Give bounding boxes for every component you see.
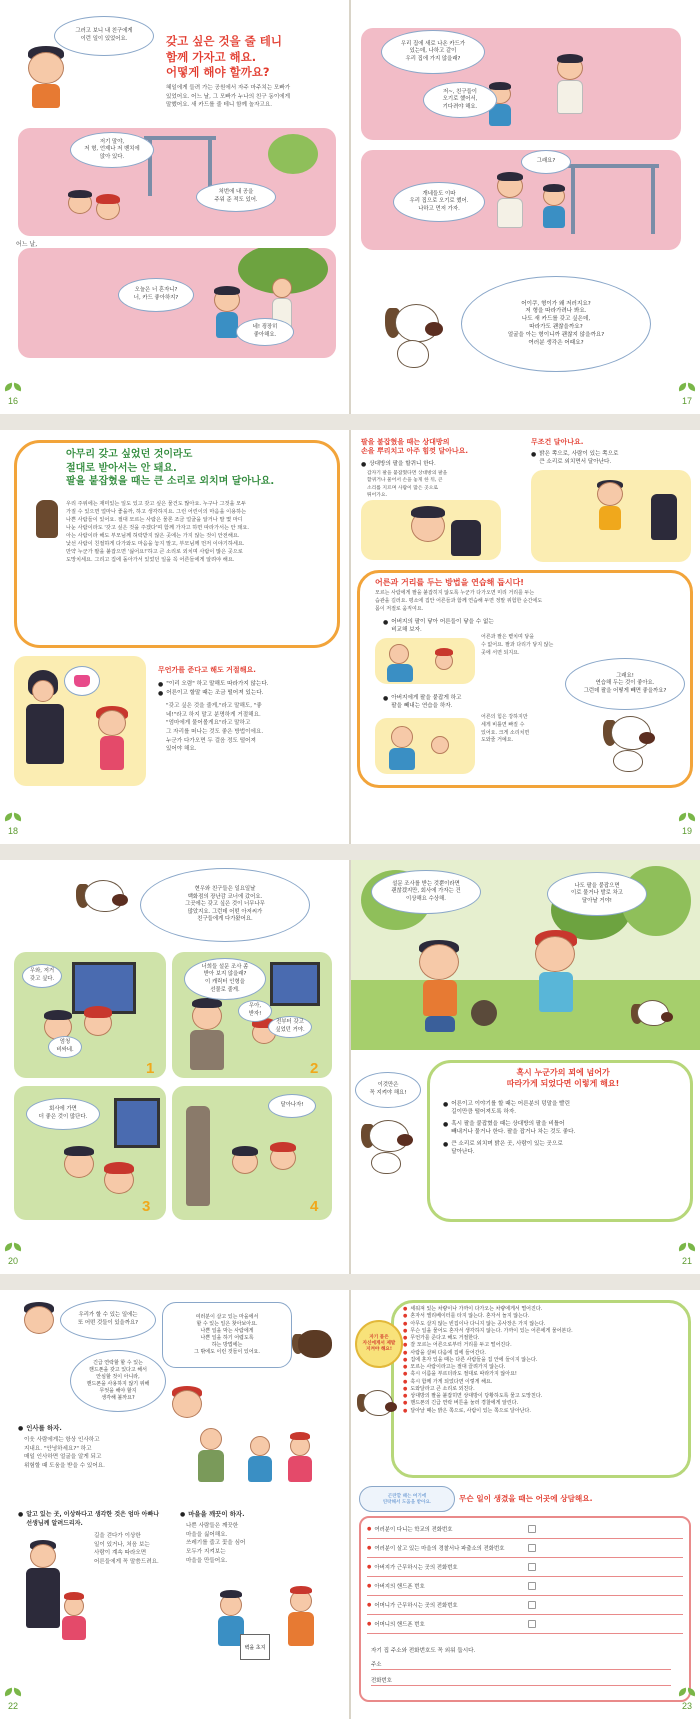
spread-2 (0, 430, 700, 850)
page-number: 22 (8, 1701, 19, 1711)
panel2-speech-2: 우아, 받자! (238, 1000, 272, 1022)
handbag-icon (74, 675, 90, 687)
illustration-grab (361, 500, 501, 560)
rule-text: 달아날 때는 밝은 쪽으로, 사람이 있는 쪽으로 달아난다. (410, 1407, 531, 1414)
sub-text: "갖고 싶은 것을 줄게,"라고 말해도, "좋 네!"라고 하지 말고 분명하게 거절해요. "엄마에게 물어볼게요"라고 말하고 그 자리를 떠나는 것도 좋은 방법이에요. 누군가 다가오면 두 걸음 정도 떨어져 있어야 해요. (166, 703, 264, 753)
sign-board: 벽을 초지 (240, 1634, 270, 1660)
item-1-text: 이웃 사람에게는 항상 인사하고 지내요. "안녕하세요?" 하고 매일 인사하면 얼굴을 알게 되고 위험할 때 도움을 받을 수 있어요. (24, 1437, 105, 1469)
illustration-step2 (375, 718, 475, 774)
contact-label: 아버지의 핸드폰 번호 (374, 1584, 425, 1590)
sub-heading: 무언가를 준다고 해도 거절해요. (158, 666, 256, 674)
step1-note: 어른과 팔은 뻗치며 닿을 수 없어요. 팔과 다리가 닿지 않는 곳에 서면 되지요. (481, 634, 554, 656)
dog-illustration (292, 1330, 342, 1370)
bullet-dot: ● (367, 1564, 372, 1570)
rule-text: 상대방의 팔을 붙잡히면 상대방이 당황하도록 물고 도망친다. (410, 1393, 543, 1399)
adult-child-illustration (20, 1540, 90, 1660)
bullet-dot: ● (403, 1313, 408, 1320)
page-20 (0, 860, 349, 1274)
page-19 (351, 430, 700, 844)
intro-text: 혜일에게 들려 가는 공원에서 자주 마주치는 모빠가 있었어요. 어느 날, 그 모빠가 누나의 친구 동이에게 말했어요. 새 카드를 줄 테니 함께 놀자고요. (166, 85, 291, 109)
boy-illustration (22, 46, 72, 116)
page-18 (0, 430, 349, 844)
page-number: 23 (681, 1701, 692, 1711)
item-2-title: ● 알고 있는 곳, 이상하다고 생각한 것은 엄마 아빠나 선생님께 알려드리자. (18, 1511, 160, 1527)
comic-panel-park (18, 128, 336, 236)
rule-item (403, 1313, 687, 1320)
panel-number-1: 1 (146, 1060, 155, 1077)
phone-field[interactable] (371, 1674, 671, 1686)
section-heading-2: 무조건 달아나요. (531, 438, 584, 446)
rule-item (403, 1400, 687, 1407)
panel4-speech-1: 달아나자! (268, 1094, 316, 1118)
caption-text: 어느 날, (16, 241, 38, 248)
contact-row[interactable] (367, 1558, 683, 1577)
dress-illustration (32, 500, 62, 540)
page-21 (351, 860, 700, 1274)
step-1: ● 어버지의 팔이 닿아 어른들이 닿을 수 없는 비교해 보자. (383, 619, 494, 634)
badge-circle: 자기 몸은 자신에게서 제발 지켜야 해요! (355, 1320, 403, 1368)
dog-speech-bubble: 그래요! 연습해 두는 것이 좋아요. 그런데 팔을 어떻게 빼면 좋을까요? (565, 658, 685, 710)
page-number: 16 (8, 396, 19, 406)
rule-text: 잘 모르는 어른으로부터 거리를 두고 떨어진다. (410, 1342, 512, 1349)
rule-text: 혹시 이름을 부르더라도 절대로 따라가지 않아요! (410, 1371, 517, 1378)
contact-label: 여러분이 다니는 학교의 전화번호 (374, 1527, 453, 1533)
rule-text: 무슨 일을 물어도 혼자서 생각하지 않는다. 가까이 있는 어른에게 물어본다. (410, 1327, 573, 1334)
panel-speech-6: 저~, 친구들이 오기로 했어서, 기다려야 해요. (423, 82, 497, 118)
page-heading: 갖고 싶은 것을 줄 테니 함께 가자고 해요. 어떻게 해야 할까요? (166, 34, 282, 80)
address-label: 주소 (371, 1661, 382, 1668)
boy-speech-bubble: 우리가 할 수 있는 일에는 또 어떤 것들이 있을까요? (60, 1300, 156, 1340)
rule-item (403, 1386, 687, 1393)
dog-illustration (361, 1118, 421, 1178)
page-16 (0, 0, 349, 414)
bullet-dot: ● (403, 1371, 408, 1378)
contact-row[interactable] (367, 1596, 683, 1615)
rule-text: 무언가를 준다고 해도 거절한다. (410, 1335, 480, 1341)
rule-text: 혼자서 엘리베이터를 타지 않는다. 혼자서 놀지 않는다. (410, 1313, 530, 1320)
rule-item (403, 1379, 687, 1386)
bullet-dot: ● (403, 1407, 408, 1414)
dog-speech-bubble: 현우와 친구들은 일요일날 백화점의 장난감 코너에 갔어요. 그곳에는 갖고 싶은 것이 너무나무 많았지요. 그런데 어떤 아저씨가 친구들에게 다가왔어요. (140, 868, 310, 942)
bullet-dot: ● (403, 1400, 408, 1407)
contact-row[interactable] (367, 1539, 683, 1558)
bullet-a: ● 상대방의 팔을 할퀴니 한다. (361, 461, 436, 468)
bullet-dot: ● (403, 1327, 408, 1334)
panel2-speech-3: 전부터 갖고 싶었던 거야. (268, 1016, 312, 1038)
page-22 (0, 1290, 349, 1719)
contact-label: 아버지가 근무하시는 곳의 전화번호 (374, 1565, 458, 1571)
rule-text: 아무도 살지 않는 빈집이나 다니지 않는 공사장은 가지 않는다. (410, 1320, 546, 1327)
girl-speech-bubble: 나도 팔을 붙잡으면 이로 물거나 발로 차고 달아날 거야! (547, 872, 647, 916)
bullet-dot: ● (403, 1335, 408, 1341)
rule-item (403, 1357, 687, 1364)
info-bubble: 여러분이 살고 있는 마을에서 할 수 있는 일은 찾아보아요. 나쁜 일을 막는 사람에게 나쁜 일을 하기 어렵도록 하는 방법에는 그 밖에도 이런 것들이 있어요. (162, 1302, 292, 1368)
panel-number-4: 4 (310, 1198, 319, 1215)
practice-text: 모르는 사람에게 팔을 붙잡히지 않도록 누군가 다가오면 미리 거리를 두는 습관을 길러요. 평소에 집안 어른들과 함께 연습해 두면 정말 위험한 순간에도 몸이 저절로 움직여요. (375, 590, 543, 612)
boy-illustration (20, 1302, 60, 1342)
bullet-dot: ● (403, 1349, 408, 1356)
section-text-1: 갑자기 팔을 붙잡혔다면 상대방의 팔을 할퀴거나 물어서 손을 놓게 한 뒤, 큰 소리를 지르며 사람이 많은 곳으로 뛰어가요. (367, 471, 448, 499)
item-1-title: ● 인사를 하자. (18, 1424, 62, 1432)
dog-illustration (76, 878, 136, 928)
contacts-list (367, 1520, 683, 1634)
tips-heading: 혹시 누군가의 꾀에 넘어가 따라가게 되었다면 이렇게 해요! (506, 1068, 620, 1088)
panel-speech-7: 그래요? (521, 150, 571, 174)
bullet-dot: ● (367, 1545, 372, 1551)
boy-speech-bubble: 그러고 보니 내 친구에게 이런 일이 있었어요. (54, 16, 154, 56)
bullet-dot: ● (403, 1378, 408, 1385)
illustration-panel (14, 656, 146, 786)
tip-text: 큰 소리로 외치며 밝은 곳, 사람이 있는 곳으로 달아난다. (451, 1140, 563, 1155)
illustration-step1 (375, 638, 475, 684)
section-heading-1: 팔을 붙잡혔을 때는 상대방의 손을 뿌리치고 아주 힘껏 달아나요. (361, 438, 469, 456)
phonebook-icon (528, 1563, 536, 1571)
panel-speech-2: 처번에 내 공을 주워 준 적도 있어. (196, 182, 276, 212)
dog-illustration (603, 714, 673, 774)
bullet-dot: ● (403, 1356, 408, 1363)
rule-text: 사람을 살펴 다음에 집에 들어간다. (410, 1349, 486, 1356)
phonebook-icon (528, 1525, 536, 1533)
step2-note: 어른의 힘은 강하지만 세게 비틀면 빠질 수 있어요. 크게 소리치면 도와줄 거예요. (481, 714, 530, 744)
rule-text: 핸드폰의 긴급 연락 버튼을 눌러 경찰에게 알린다. (410, 1400, 519, 1407)
girl-speech-bubble: 긴급 연락할 할 수 있는 핸드폰을 갖고 있다고 해서 안심할 것이 아니라, 핸드폰을 사용하지 않기 위해 무엇을 해야 할지 생각해 볼까요? (70, 1350, 166, 1412)
cleanup-illustration (210, 1580, 340, 1670)
bullet-b: ● 밝은 쪽으로, 사람이 있는 쪽으로 큰 소리로 외치면서 달아난다. (531, 451, 619, 466)
panel3-speech-1: 회사에 가면 더 좋은 것이 많단다. (26, 1098, 100, 1130)
dog-illustration (357, 1390, 401, 1434)
panel-number-3: 3 (142, 1198, 151, 1215)
spread-4 (0, 1290, 700, 1719)
rule-text: 세워져 있는 차량이나 가까이 다가오는 차량에게서 떨어진다. (410, 1306, 543, 1312)
page-number: 19 (681, 826, 692, 836)
rule-text: 모르는 사람이라고는 절대 끌려가지 않는다. (410, 1364, 506, 1370)
contact-label: 어머니의 핸드폰 번호 (374, 1622, 425, 1628)
page-number: 20 (8, 1256, 19, 1266)
dog-speech-bubble: 어이쿠, 형이가 왜 저러지요? 저 형을 따라가려나 봐요. 나도 새 카드를 갖고 싶은데, 따라가도 괜찮을까요? 얼굴을 아는 형이니까 괜찮지 않을까요? 여러분 생각은 어때요? (461, 276, 651, 372)
step-2: ● 아버지에게 팔을 붙잡게 하고 팔을 빼내는 연습을 하자. (383, 695, 462, 710)
bullet-list: ● "이리 오렴" 하고 말해도 따라가지 않는다. ● 어른이고 할말 때는 조금 떨어져 있는다. (158, 681, 269, 697)
bullet-dot: ● (367, 1621, 372, 1627)
rule-item (403, 1371, 687, 1378)
panel1-speech-2: 엄청 비싸네. (48, 1036, 82, 1058)
item-3-title: ● 마을을 깨끗이 하자. (180, 1510, 245, 1518)
rule-text: 도와달라고 큰 소리로 외친다. (410, 1385, 475, 1392)
spread-3 (0, 860, 700, 1280)
item-3-text: 나쁜 사람들은 깨끗한 마을을 싫어해요. 쓰레기를 줍고 꽃을 심어 모두가 지켜보는 마을을 만들어요. (186, 1523, 246, 1564)
tip-text: 어른이고 이야기를 할 때는 어른분의 덩말을 빨린 길이만큼 떨어져도록 하자. (451, 1101, 570, 1116)
rule-item (403, 1342, 687, 1349)
rule-item (403, 1350, 687, 1357)
panel-speech-4: 네! 굉장히 좋아해요. (236, 318, 294, 346)
contact-row[interactable] (367, 1615, 683, 1634)
bullet-dot: ● (367, 1583, 372, 1589)
page-heading: 아무리 갖고 싶었던 것이라도 절대로 받아서는 안 돼요. 팔을 붙잡혔을 때는 큰 소리로 외치며 달아나요. (66, 449, 275, 487)
phonebook-icon (528, 1601, 536, 1609)
boy-speech-bubble: 설문 조사를 받는 것뿐이라면 괜찮겠지만, 회사에 가자는 건 이상해요 수상해. (371, 870, 481, 914)
cloud-note: 곤란할 때는 여기에 연락해서 도움을 받아요. (359, 1486, 455, 1512)
rule-text: 집에 혼자 있을 때는 다른 사람들을 집 안에 들이지 않는다. (410, 1356, 538, 1363)
phonebook-icon (528, 1582, 536, 1590)
panel-speech-5: 우리 집에 새로 나온 카드가 있는데, 나하고 같이 우리 집에 가지 않을래? (381, 30, 485, 74)
bullet-dot: ● (403, 1385, 408, 1392)
bullet-dot: ● (403, 1342, 408, 1349)
panel-speech-1: 저기 말야, 저 형, 언제나 저 벤치에 앉아 있다. (70, 132, 154, 168)
neighbors-illustration (190, 1420, 330, 1490)
page-number: 18 (8, 826, 19, 836)
address-field[interactable] (371, 1658, 671, 1670)
bullet-dot: ● (367, 1602, 372, 1608)
contact-row[interactable] (367, 1577, 683, 1596)
page-number: 21 (681, 1256, 692, 1266)
rule-item (403, 1408, 687, 1415)
rule-item (403, 1321, 687, 1328)
dog-speech-bubble: 이것만은 꼭 지켜야 해요! (355, 1072, 421, 1108)
item-2-text: 길을 걷다가 이상한 일이 있거나, 처음 보는 사람이 계속 따라오면 어른들에게 꼭 말씀드려요. (94, 1533, 159, 1565)
page-number: 17 (681, 396, 692, 406)
panel2-speech-1: 너희들 설문 조사 좀 받아 보지 않을래? 이 캐릭터 인형을 선물로 줄게. (184, 958, 266, 1000)
contact-label: 어머니가 근무하시는 곳의 전화번호 (374, 1603, 458, 1609)
address-prompt-text: 자기 집 주소와 전화번호도 꼭 외워 둡시다. (371, 1648, 476, 1654)
bullet-text: "이리 오렴" 하고 말해도 따라가지 않는다. (166, 681, 269, 687)
contact-heading: 무슨 일이 생겼을 때는 어곳에 상담해요. (459, 1494, 593, 1503)
address-prompt (371, 1646, 671, 1654)
bullet-dot: ● (403, 1320, 408, 1327)
phonebook-icon (528, 1544, 536, 1552)
tip-text: 혹시 팔을 붙잡혔을 때는 상대방의 팔을 비틀어 빼내거나 물거나 한다. 팔을 잡거나 차는 것도 좋다. (451, 1120, 576, 1136)
practice-heading: 어른과 거리를 두는 방법을 연습해 둡시다! (375, 578, 524, 587)
bullet-dot: ● (367, 1526, 372, 1532)
panel1-speech-1: 우와, 저거 갖고 싶다. (22, 964, 62, 988)
panel-speech-3: 오늘은 너 혼자니? 너, 카드 좋아하지? (118, 278, 194, 312)
bullet-dot: ● (403, 1364, 408, 1370)
dog-illustration (385, 300, 455, 370)
contact-label: 여러분이 살고 있는 마을의 경찰서나 파출소의 전화번호 (374, 1546, 505, 1552)
page-23 (351, 1290, 700, 1719)
bullet-dot: ● (403, 1306, 408, 1312)
contact-row[interactable] (367, 1520, 683, 1539)
rule-text: 혹시 함께 가게 되었다면 이렇게 해요. (410, 1378, 493, 1385)
panel-speech-8: 개네들도 이따 우리 집으로 오기로 했어. 나하고 먼저 가자. (393, 182, 485, 222)
tips-list: ● 어른이고 이야기를 할 때는 어른분의 덩말을 빨린 길이만큼 떨어져도록 하자. ● 혹시 팔을 붙잡혔을 때는 상대방의 팔을 비틀어 빼내거나 물거나 한다. 팔을 잡거나 차는 것도 좋다. ● 큰 소리로 외치며 밝은 곳, 사람이 있는 곳으로 달아난다. (443, 1101, 576, 1155)
bullet-text: 어른이고 할말 때는 조금 떨어져 있는다. (166, 690, 264, 696)
panel-number-2: 2 (310, 1060, 319, 1077)
spread-1 (0, 0, 700, 420)
rule-item (403, 1328, 687, 1335)
illustration-run (531, 470, 691, 562)
phone-label: 전화번호 (371, 1677, 392, 1684)
bag-thought-bubble (64, 666, 100, 696)
phonebook-icon (528, 1620, 536, 1628)
intro-text: 우리 주위에는 재미있는 일도 있고 갖고 싶은 물건도 많아요. 누구나 그것을 모두 가질 수 있으면 얼마나 좋을까, 하고 생각하지요. 그런 어린이의 마음을 이용하는 나쁜 사람들이 있어요. 절대 모르는 사람은 물론 조금 얼굴을 알거나 말 몇 마디 나눈 사람이라도 '갖고 싶은 것을 주겠다'며 함께 가자고 하면 따라가서는 안 돼요. 아는 사람이라 해도 부모님께 허락받지 않은 곳에는 가지 않는 것이 안전해요. 낯선 사람이 친절하게 다가와도 마음을 놓지 말고, 부모님께 먼저 이야기하세요. 만약 누군가 팔을 붙잡으면 '싫어요!'하고 큰 소리로 외치며 사람이 많은 곳으로 도망치세요. 그리고 집에 돌아가서 있었던 일을 꼭 어른들에게 알려야 해요. (66, 501, 249, 564)
rules-list (403, 1306, 687, 1415)
page-17 (351, 0, 700, 414)
bullet-dot: ● (403, 1393, 408, 1399)
